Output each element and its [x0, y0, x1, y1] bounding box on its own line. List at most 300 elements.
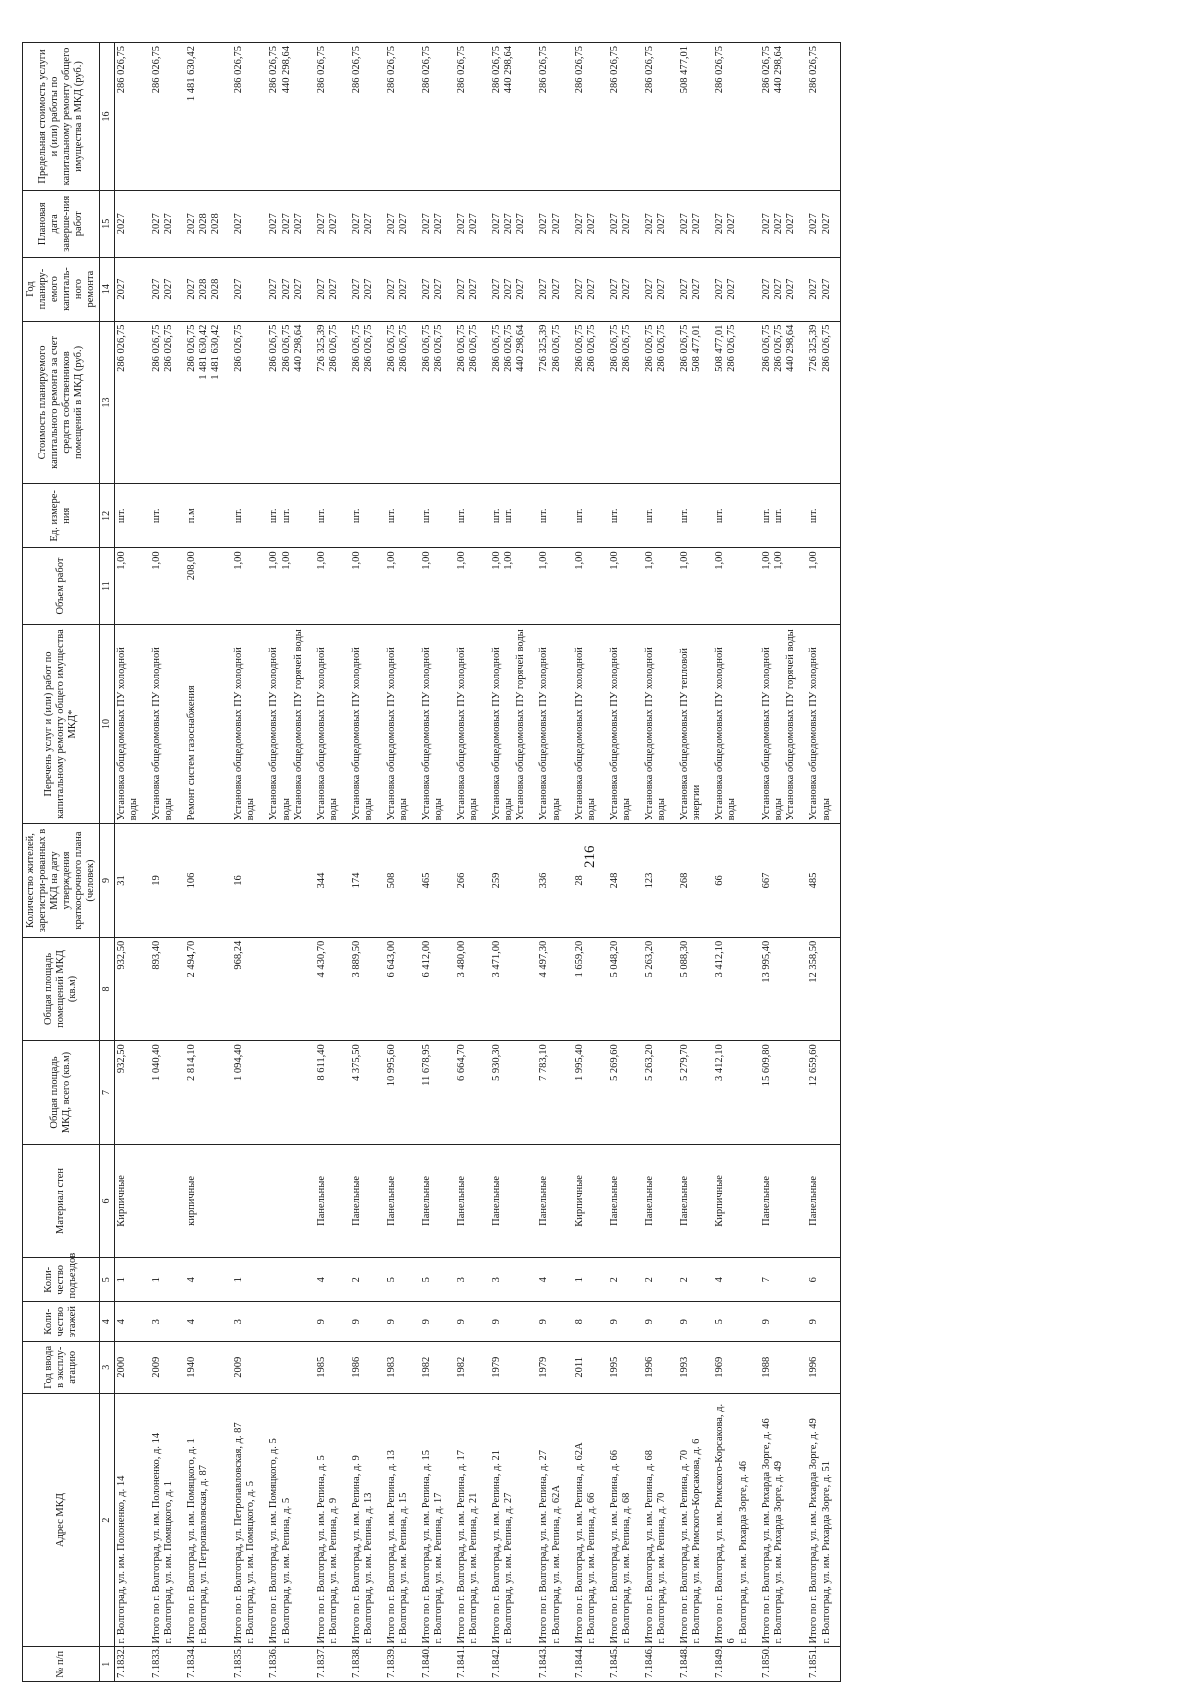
work-item: Установка общедомовых ПУ холодной воды [456, 647, 480, 821]
end-year-value: 2027 [385, 213, 397, 235]
residents-value: 106 [186, 872, 198, 889]
cost-cell [411, 321, 446, 484]
wall-material-value: Панельные [421, 1175, 432, 1226]
end-year-cell [411, 191, 446, 258]
entrances-value: 1 [151, 1277, 162, 1283]
column-header: Общая площадь помещений МКД (кв.м) [23, 937, 100, 1041]
work-item: Установка общедомовых ПУ холодной воды [115, 647, 139, 821]
volume-cell [223, 548, 258, 624]
page-number: 216 [582, 845, 598, 868]
plan-year-value: 2027 [433, 278, 445, 300]
plan-year-value: 2027 [115, 278, 127, 300]
area-rooms [376, 937, 411, 1041]
row-number-text: 7.1838. [350, 1646, 362, 1678]
work-item: Ремонт систем газоснабжения [186, 685, 198, 821]
cost-value: 286 026,75 [550, 324, 562, 372]
area-rooms [669, 937, 704, 1041]
residents-value: 336 [538, 872, 550, 889]
unit-cell [528, 484, 563, 548]
floors [669, 1302, 704, 1341]
entrances [223, 1258, 258, 1302]
wall-material [341, 1144, 376, 1257]
row-number-text: 7.1841. [456, 1646, 468, 1678]
year-built [564, 1341, 599, 1393]
residents [176, 824, 223, 937]
entrances-value: 4 [538, 1277, 550, 1283]
area-total-value: 1 040,40 [151, 1044, 162, 1081]
plan-year-cell [176, 257, 223, 321]
cost-value: 286 026,75 [491, 324, 503, 372]
area-total-value: 7 783,10 [538, 1044, 550, 1081]
address-cell [669, 1393, 704, 1647]
volume-cell [114, 548, 141, 624]
address-cell [634, 1393, 669, 1647]
itogo-label: Итого по г. Волгоград, ул. им. Римского-Корсакова, д. 6 [714, 1403, 738, 1644]
unit-value: шт. [491, 508, 503, 524]
entrances [634, 1258, 669, 1302]
unit-value: шт. [573, 508, 585, 524]
area-total [528, 1041, 563, 1145]
entrances-value: 1 [573, 1277, 585, 1283]
address-text: г. Волгоград, ул. им. Репина, д. 15 [397, 1492, 409, 1644]
residents-value: 485 [808, 872, 820, 889]
end-year-value: 2028 [210, 213, 222, 235]
works-cell [669, 624, 704, 824]
unit-value: шт. [714, 508, 726, 524]
wall-material [634, 1144, 669, 1257]
address-text: г. Волгоград, ул. им. Репина, д. 66 [585, 1492, 597, 1644]
residents [599, 824, 634, 937]
table-row [481, 43, 528, 1682]
end-year-value: 2027 [503, 213, 515, 235]
column-number: 6 [100, 1144, 115, 1257]
volume-value: 1,00 [350, 551, 362, 570]
end-year-value: 2028 [198, 213, 210, 235]
limit-cell [751, 43, 798, 191]
cost-value: 286 026,75 [468, 324, 480, 372]
year-built-value: 1995 [608, 1356, 620, 1378]
area-total-value: 2 814,10 [186, 1044, 198, 1081]
unit-value: шт. [643, 508, 655, 524]
volume-cell [306, 548, 341, 624]
entrances-value: 4 [714, 1277, 726, 1283]
limit-cell [376, 43, 411, 191]
unit-cell [446, 484, 481, 548]
column-number: 10 [100, 624, 115, 824]
entrances-value: 1 [233, 1277, 245, 1283]
itogo-label: Итого по г. Волгоград, ул. им. Репина, д. 17 [456, 1449, 468, 1644]
limit-cell [481, 43, 528, 191]
floors-value: 5 [714, 1319, 726, 1325]
cost-value: 286 026,75 [385, 324, 397, 372]
floors-value: 3 [233, 1319, 245, 1325]
year-built [114, 1341, 141, 1393]
residents [411, 824, 446, 937]
column-header: Материал стен [23, 1144, 100, 1257]
limit-cell [141, 43, 176, 191]
row-number-text: 7.1850. [761, 1646, 773, 1678]
row-number-text: 7.1832. [115, 1646, 127, 1678]
end-year-value: 2027 [491, 213, 503, 235]
year-built-value: 1979 [491, 1356, 503, 1378]
wall-material [114, 1144, 141, 1257]
limit-value: 286 026,75 [643, 46, 655, 94]
volume-cell [141, 548, 176, 624]
limit-cell [564, 43, 599, 191]
area-rooms [798, 937, 833, 1041]
floors [258, 1302, 305, 1341]
table-row [798, 43, 833, 1682]
volume-value: 1,00 [421, 551, 432, 570]
wall-material-value: Панельные [678, 1175, 690, 1226]
entrances [798, 1258, 833, 1302]
wall-material-value: Панельные [808, 1175, 820, 1226]
column-header: Год планиру-емого капиталь-ного ремонта [23, 257, 100, 321]
floors-value: 9 [456, 1319, 468, 1325]
row-number-text: 7.1839. [385, 1646, 397, 1678]
table-row [141, 43, 176, 1682]
volume-value: 1,00 [233, 551, 245, 570]
row-number-text: 7.1835. [233, 1646, 245, 1678]
volume-cell [704, 548, 751, 624]
row-number-text: 7.1843. [538, 1646, 550, 1678]
year-built-value: 1985 [315, 1356, 327, 1378]
unit-cell [704, 484, 751, 548]
entrances [141, 1258, 176, 1302]
plan-year-cell [798, 257, 833, 321]
volume-value: 1,00 [280, 551, 292, 570]
bottom-border-cell [834, 43, 841, 191]
entrances [114, 1258, 141, 1302]
year-built [306, 1341, 341, 1393]
end-year-value: 2027 [433, 213, 445, 235]
cost-value: 440 298,64 [785, 324, 797, 372]
volume-value: 1,00 [608, 551, 620, 570]
area-total-value: 5 269,60 [608, 1044, 620, 1081]
unit-cell [141, 484, 176, 548]
works-cell [564, 624, 599, 824]
end-year-value: 2027 [538, 213, 550, 235]
plan-year-value: 2027 [655, 278, 667, 300]
work-item: Установка общедомовых ПУ холодной воды [538, 647, 562, 821]
row-number [704, 1647, 751, 1682]
end-year-cell [376, 191, 411, 258]
end-year-value: 2027 [785, 213, 797, 235]
floors [599, 1302, 634, 1341]
unit-value: шт. [280, 508, 292, 524]
end-year-cell [634, 191, 669, 258]
cost-value: 286 026,75 [585, 324, 597, 372]
area-total [376, 1041, 411, 1145]
area-total [114, 1041, 141, 1145]
bottom-border-cell [834, 1302, 841, 1341]
residents [564, 824, 599, 937]
area-total [481, 1041, 528, 1145]
area-total [258, 1041, 305, 1145]
area-rooms [223, 937, 258, 1041]
end-year-cell [751, 191, 798, 258]
wall-material-value: Панельные [456, 1175, 468, 1226]
cost-value: 286 026,75 [433, 324, 445, 372]
work-item: Установка общедомовых ПУ холодной воды [233, 647, 257, 821]
end-year-cell [599, 191, 634, 258]
bottom-border-cell [834, 624, 841, 824]
year-built [141, 1341, 176, 1393]
plan-year-value: 2027 [233, 278, 245, 300]
limit-value: 286 026,75 [115, 46, 127, 94]
area-rooms [704, 937, 751, 1041]
cost-cell [258, 321, 305, 484]
floors-value: 9 [643, 1319, 655, 1325]
cost-value: 286 026,75 [820, 324, 832, 372]
area-rooms-value: 3 412,10 [714, 940, 726, 978]
year-built-value: 1988 [761, 1356, 773, 1378]
unit-value: шт. [115, 508, 127, 524]
plan-year-cell [141, 257, 176, 321]
end-year-value: 2027 [315, 213, 327, 235]
plan-year-value: 2027 [362, 278, 374, 300]
work-item: Установка общедомовых ПУ холодной воды [151, 647, 175, 821]
column-header: Коли-чество этажей [23, 1302, 100, 1341]
floors [376, 1302, 411, 1341]
cost-cell [306, 321, 341, 484]
table-row [634, 43, 669, 1682]
end-year-cell [481, 191, 528, 258]
limit-cell [446, 43, 481, 191]
column-header: Ед. измере-ния [23, 484, 100, 548]
volume-cell [446, 548, 481, 624]
cost-value: 1 481 630,42 [210, 324, 222, 380]
plan-year-value: 2027 [808, 278, 820, 300]
entrances [751, 1258, 798, 1302]
limit-value: 286 026,75 [385, 46, 397, 94]
end-year-cell [176, 191, 223, 258]
itogo-label: Итого по г. Волгоград, ул. им. Репина, д. 21 [491, 1449, 503, 1644]
end-year-value: 2027 [515, 213, 527, 235]
column-number: 3 [100, 1341, 115, 1393]
wall-material-value: Кирпичные [714, 1175, 726, 1227]
floors-value: 9 [678, 1319, 690, 1325]
volume-value: 1,00 [315, 551, 327, 570]
cost-cell [176, 321, 223, 484]
unit-cell [341, 484, 376, 548]
work-item: Установка общедомовых ПУ холодной воды [315, 647, 339, 821]
limit-cell [223, 43, 258, 191]
wall-material [141, 1144, 176, 1257]
area-total-value: 5 279,70 [678, 1044, 690, 1081]
address-cell [564, 1393, 599, 1647]
column-header: Общая площадь МКД, всего (кв.м) [23, 1041, 100, 1145]
table-row [599, 43, 634, 1682]
wall-material [751, 1144, 798, 1257]
area-rooms [141, 937, 176, 1041]
plan-year-cell [341, 257, 376, 321]
plan-year-value: 2027 [585, 278, 597, 300]
volume-cell [258, 548, 305, 624]
row-number-text: 7.1837. [315, 1646, 327, 1678]
table-row [223, 43, 258, 1682]
wall-material [528, 1144, 563, 1257]
volume-value: 1,00 [773, 551, 785, 570]
year-built [634, 1341, 669, 1393]
end-year-value: 2027 [421, 213, 432, 235]
entrances [306, 1258, 341, 1302]
volume-cell [411, 548, 446, 624]
column-number: 15 [100, 191, 115, 258]
itogo-label: Итого по г. Волгоград, ул. им. Репина, д. 70 [678, 1449, 690, 1644]
row-number [481, 1647, 528, 1682]
work-item: Установка общедомовых ПУ холодной воды [808, 647, 832, 821]
residents [341, 824, 376, 937]
entrances-value: 5 [421, 1277, 432, 1283]
cost-value: 286 026,75 [573, 324, 585, 372]
row-number-text: 7.1842. [491, 1646, 503, 1678]
floors-value: 9 [350, 1319, 362, 1325]
volume-value: 1,00 [151, 551, 162, 570]
cost-value: 286 026,75 [678, 324, 690, 372]
area-rooms-value: 12 358,50 [808, 940, 820, 983]
wall-material-value: Панельные [608, 1175, 620, 1226]
year-built [411, 1341, 446, 1393]
limit-value: 286 026,75 [268, 46, 280, 94]
year-built [669, 1341, 704, 1393]
bottom-border-cell [834, 321, 841, 484]
volume-cell [751, 548, 798, 624]
plan-year-value: 2027 [573, 278, 585, 300]
plan-year-value: 2027 [503, 278, 515, 300]
wall-material-value: Панельные [385, 1175, 397, 1226]
column-number: 5 [100, 1258, 115, 1302]
limit-cell [258, 43, 305, 191]
row-number [411, 1647, 446, 1682]
area-total-value: 11 678,95 [421, 1044, 432, 1086]
cost-value: 508 477,01 [691, 324, 702, 372]
end-year-value: 2027 [292, 213, 304, 235]
floors-value: 9 [761, 1319, 773, 1325]
area-total-value: 1 094,40 [233, 1044, 245, 1081]
limit-cell [176, 43, 223, 191]
entrances [411, 1258, 446, 1302]
bottom-border-cell [834, 1341, 841, 1393]
volume-cell [798, 548, 833, 624]
cost-value: 286 026,75 [233, 324, 245, 372]
volume-cell [341, 548, 376, 624]
entrances [481, 1258, 528, 1302]
row-number-text: 7.1840. [421, 1646, 432, 1678]
unit-cell [376, 484, 411, 548]
year-built-value: 2009 [233, 1356, 245, 1378]
area-total-value: 5 930,30 [491, 1044, 503, 1081]
address-cell [411, 1393, 446, 1647]
area-rooms [528, 937, 563, 1041]
work-item: Установка общедомовых ПУ холодной воды [761, 647, 785, 821]
cost-value: 508 477,01 [714, 324, 726, 372]
bottom-border-cell [834, 937, 841, 1041]
floors [176, 1302, 223, 1341]
floors-value: 8 [573, 1319, 585, 1325]
entrances-value: 7 [761, 1277, 773, 1283]
plan-year-value: 2027 [350, 278, 362, 300]
address-text: г. Волгоград, ул. им. Репина, д. 13 [362, 1492, 374, 1644]
entrances [176, 1258, 223, 1302]
plan-year-value: 2027 [643, 278, 655, 300]
limit-cell [341, 43, 376, 191]
volume-value: 1,00 [761, 551, 773, 570]
floors [564, 1302, 599, 1341]
work-item: Установка общедомовых ПУ холодной воды [421, 647, 445, 821]
column-number: 1 [100, 1647, 115, 1682]
limit-cell [306, 43, 341, 191]
cost-value: 286 026,75 [115, 324, 127, 372]
limit-value: 286 026,75 [714, 46, 726, 94]
plan-year-value: 2027 [726, 278, 738, 300]
end-year-cell [704, 191, 751, 258]
unit-cell [481, 484, 528, 548]
bottom-border-cell [834, 1258, 841, 1302]
limit-value: 286 026,75 [808, 46, 820, 94]
year-built-value: 1982 [456, 1356, 468, 1378]
plan-year-value: 2027 [186, 278, 198, 300]
unit-cell [411, 484, 446, 548]
address-cell [176, 1393, 223, 1647]
end-year-value: 2027 [691, 213, 702, 235]
address-text: г. Волгоград, ул. им. Помяцкого, д. 5 [245, 1480, 257, 1644]
year-built [599, 1341, 634, 1393]
floors [114, 1302, 141, 1341]
end-year-value: 2027 [268, 213, 280, 235]
plan-year-value: 2028 [210, 278, 222, 300]
plan-year-value: 2027 [620, 278, 632, 300]
area-total [599, 1041, 634, 1145]
row-number-text: 7.1844. [573, 1646, 585, 1678]
wall-material [376, 1144, 411, 1257]
column-header: № п/п [23, 1647, 100, 1682]
itogo-label: Итого по г. Волгоград, ул. им. Помяцкого, д. 1 [186, 1438, 198, 1644]
cost-value: 286 026,75 [761, 324, 773, 372]
works-cell [223, 624, 258, 824]
cost-value: 286 026,75 [362, 324, 374, 372]
cost-value: 286 026,75 [643, 324, 655, 372]
table-row [564, 43, 599, 1682]
area-rooms [176, 937, 223, 1041]
area-total [634, 1041, 669, 1145]
works-cell [176, 624, 223, 824]
wall-material-value: Панельные [761, 1175, 773, 1226]
work-item: Установка общедомовых ПУ холодной воды [573, 647, 597, 821]
residents-value: 268 [678, 872, 690, 889]
plan-year-cell [669, 257, 704, 321]
unit-cell [258, 484, 305, 548]
capital-repair-table [22, 42, 841, 1682]
work-item: Установка общедомовых ПУ горячей воды [292, 629, 304, 821]
table-row [669, 43, 704, 1682]
limit-cell [669, 43, 704, 191]
volume-value: 1,00 [115, 551, 127, 570]
unit-cell [798, 484, 833, 548]
plan-year-value: 2027 [163, 278, 175, 300]
column-number: 13 [100, 321, 115, 484]
end-year-value: 2027 [456, 213, 468, 235]
column-header: Стоимость планируемого капитального ремонта за счет средств собственников помещений в МКД (руб.) [23, 321, 100, 484]
row-number [634, 1647, 669, 1682]
limit-value: 286 026,75 [315, 46, 327, 94]
column-header: Объем работ [23, 548, 100, 624]
residents [669, 824, 704, 937]
volume-value: 208,00 [186, 551, 198, 581]
area-rooms [306, 937, 341, 1041]
volume-value: 1,00 [503, 551, 515, 570]
end-year-cell [223, 191, 258, 258]
